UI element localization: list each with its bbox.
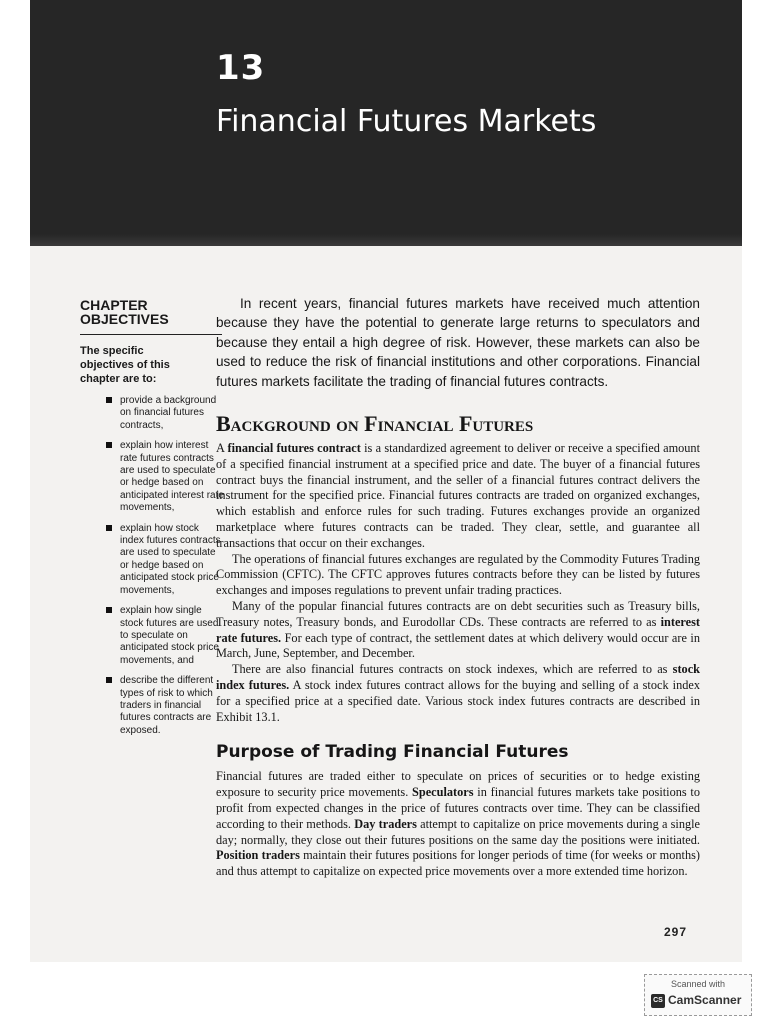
chapter-banner bbox=[30, 0, 742, 246]
section-heading-background: Background on Financial Futures bbox=[216, 411, 534, 437]
term-interest-rate-futures: interest rate futures. bbox=[216, 614, 700, 645]
paragraph-stock-index-futures: There are also financial futures contracts on stock indexes, which are referred to as stock index futures. A stock index futures contract allows for the buying and selling of a stock index for a specified price at a specified date. Various stock index futures contracts are described in Exhibit 13.1. bbox=[216, 662, 700, 724]
paragraph-purpose: Financial futures are traded either to speculate on prices of securities or to hedge existing exposure to security price movements. Speculators in financial futures markets take positions to profit from expected changes in the price of futures contracts over time. They can be classified according to their methods. Day traders attempt to capitalize on price movements during a single day; normally, they close out their futures positions on the same day the positions were initiated. Position traders maintain their futures positions for longer periods of time (for weeks or months) and thus attempt to capitalize on expected price movements over a more extended time horizon. bbox=[216, 769, 701, 879]
chapter-title: Financial Futures Markets bbox=[216, 104, 597, 139]
objective-item: describe the different types of risk to which traders in financial futures contracts are exposed. bbox=[120, 675, 224, 737]
objectives-heading-line1: CHAPTER bbox=[80, 297, 148, 313]
book-page bbox=[30, 0, 742, 962]
paragraph-definition: A financial futures contract is a standardized agreement to deliver or receive a specified amount of a specified financial instrument at a specified price and date. The buyer of a financial futures contract buys the financial instrument, and the seller of a financial futures contract delivers the instrument for the specified price. Financial futures contracts are traded on organized exchanges, which establish and enforce rules for such trading. Futures exchanges provide an organized marketplace where futures contracts can be traded. They clear, settle, and guarantee all transactions that occur on their exchanges. bbox=[216, 441, 700, 550]
page-number: 297 bbox=[664, 925, 688, 939]
term-position-traders: Position traders bbox=[216, 848, 300, 863]
camscanner-watermark bbox=[644, 974, 752, 1016]
intro-paragraph: In recent years, financial futures markets have received much attention because they have the potential to generate large returns to speculators and because they entail a high degree of risk. However, these markets can also be used to reduce the risk of financial institutions and other corporations. Financial futures markets facilitate the trading of financial futures contracts. bbox=[216, 296, 700, 389]
objective-item: explain how interest rate futures contracts are used to speculate or hedge based on anticipated interest rate movements, bbox=[120, 440, 224, 514]
camscanner-logo-icon: CS bbox=[651, 994, 665, 1008]
objectives-list bbox=[80, 395, 222, 737]
objective-item: explain how single stock futures are used to speculate on anticipated stock price movements, and bbox=[120, 605, 224, 667]
section-heading-purpose: Purpose of Trading Financial Futures bbox=[216, 742, 569, 763]
chapter-number: 13 bbox=[216, 48, 266, 88]
term-financial-futures-contract: financial futures contract bbox=[227, 441, 361, 456]
term-speculators: Speculators bbox=[412, 785, 474, 800]
objectives-intro: The specific objectives of this chapter are to: bbox=[80, 345, 170, 385]
objective-item: provide a background on financial futures contracts, bbox=[120, 395, 224, 432]
objective-item: explain how stock index futures contracts are used to speculate or hedge based on anticipated stock price movements, bbox=[120, 523, 224, 597]
paragraph-interest-rate-futures: Many of the popular financial futures contracts are on debt securities such as Treasury bills, Treasury notes, Treasury bonds, and Eurodollar CDs. These contracts are referred to as interest rate futures. For each type of contract, the settlement dates at which delivery would occur are in March, June, September, and December. bbox=[216, 599, 700, 661]
chapter-objectives-sidebar bbox=[80, 298, 222, 745]
objectives-divider bbox=[80, 334, 222, 335]
watermark-brand: CamScanner bbox=[668, 993, 742, 1007]
term-stock-index-futures: stock index futures. bbox=[216, 662, 700, 692]
objectives-heading bbox=[80, 298, 222, 326]
paragraph-cftc: The operations of financial futures exchanges are regulated by the Commodity Futures Trading Commission (CFTC). The CFTC approves futures contracts before they can be listed by futures exchanges and imposes regulations to prevent unfair trading practices. bbox=[216, 551, 700, 598]
watermark-caption: Scanned with bbox=[670, 979, 726, 989]
term-day-traders: Day traders bbox=[354, 816, 417, 831]
objectives-heading-line2: OBJECTIVES bbox=[80, 311, 169, 327]
main-text bbox=[216, 294, 700, 880]
